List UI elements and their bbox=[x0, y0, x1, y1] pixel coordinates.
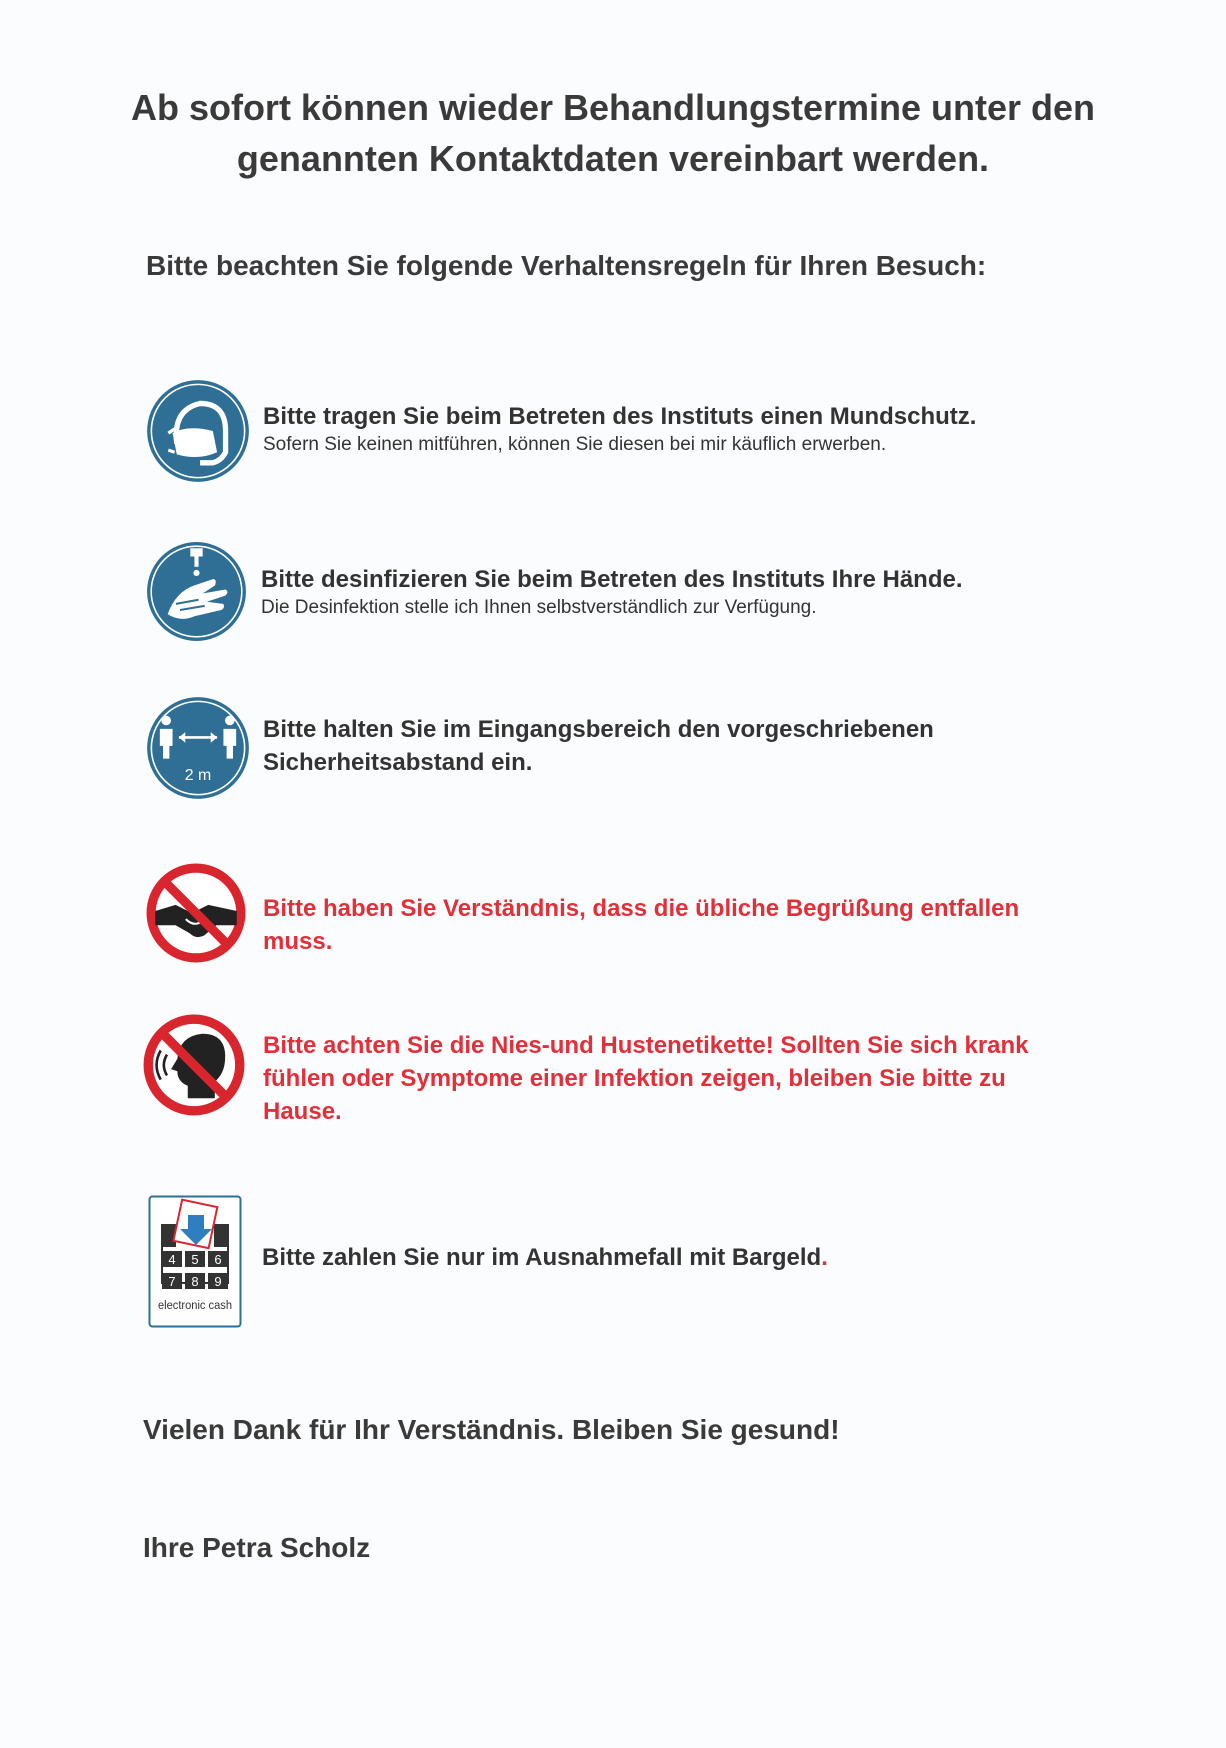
rule-main-text-body: Bitte zahlen Sie nur im Ausnahmefall mit Bargeld bbox=[262, 1244, 822, 1271]
rule-text bbox=[262, 1241, 1082, 1274]
rule-main-text: Bitte desinfizieren Sie beim Betreten des Instituts Ihre Hände. bbox=[261, 566, 963, 593]
rule-main-text-line-1: Bitte halten Sie im Eingangsbereich den vorgeschriebenen bbox=[263, 716, 934, 743]
key-6: 6 bbox=[214, 1252, 222, 1267]
subheading: Bitte beachten Sie folgende Verhaltensregeln für Ihren Besuch: bbox=[146, 250, 987, 281]
rule-sub-text: Die Desinfektion stelle ich Ihnen selbstverständlich zur Verfügung. bbox=[261, 597, 817, 618]
headline-line-1: Ab sofort können wieder Behandlungstermine unter den bbox=[130, 87, 1096, 128]
key-4: 4 bbox=[168, 1252, 176, 1267]
electronic-cash-label: electronic cash bbox=[158, 1300, 232, 1312]
rule-main-text-line-1: Bitte achten Sie die Nies-und Hustenetikette! Sollten Sie sich krank bbox=[263, 1032, 1029, 1059]
key-9: 9 bbox=[214, 1274, 222, 1289]
rule-main-text-line-2: Sicherheitsabstand ein. bbox=[263, 749, 533, 776]
distance-icon bbox=[145, 695, 251, 801]
rule-text bbox=[263, 400, 1083, 457]
signature: Ihre Petra Scholz bbox=[143, 1532, 371, 1563]
rule-main-text-end: . bbox=[821, 1244, 828, 1271]
rule-sub-text: Sofern Sie keinen mitführen, können Sie diesen bei mir käuflich erwerben. bbox=[263, 434, 887, 455]
no-handshake-icon bbox=[145, 862, 247, 964]
rule-text bbox=[263, 892, 1083, 958]
rule-main-text-line-3: Hause. bbox=[263, 1098, 342, 1125]
key-5: 5 bbox=[191, 1252, 199, 1267]
hand-disinfection-icon bbox=[145, 540, 248, 643]
headline-line-2: genannten Kontaktdaten vereinbart werden. bbox=[236, 138, 990, 179]
rule-main-text-line-1: Bitte haben Sie Verständnis, dass die übliche Begrüßung entfallen bbox=[263, 895, 1020, 922]
rule-text bbox=[263, 713, 1083, 779]
distance-icon-label: 2 m bbox=[184, 766, 212, 784]
rule-text bbox=[261, 563, 1081, 620]
no-coughing-icon bbox=[142, 1013, 246, 1117]
electronic-cash-icon bbox=[148, 1195, 242, 1328]
rule-text bbox=[263, 1029, 1083, 1128]
key-8: 8 bbox=[191, 1274, 199, 1289]
closing-text: Vielen Dank für Ihr Verständnis. Bleiben Sie gesund! bbox=[143, 1414, 840, 1445]
rule-main-text: Bitte tragen Sie beim Betreten des Instituts einen Mundschutz. bbox=[263, 403, 977, 430]
rule-main-text bbox=[262, 1241, 1082, 1274]
face-mask-icon bbox=[145, 378, 251, 484]
headline bbox=[60, 82, 1166, 184]
key-7: 7 bbox=[168, 1274, 176, 1289]
rule-main-text-line-2: fühlen oder Symptome einer Infektion zeigen, bleiben Sie bitte zu bbox=[263, 1065, 1006, 1092]
rule-main-text-line-2: muss. bbox=[263, 928, 333, 955]
